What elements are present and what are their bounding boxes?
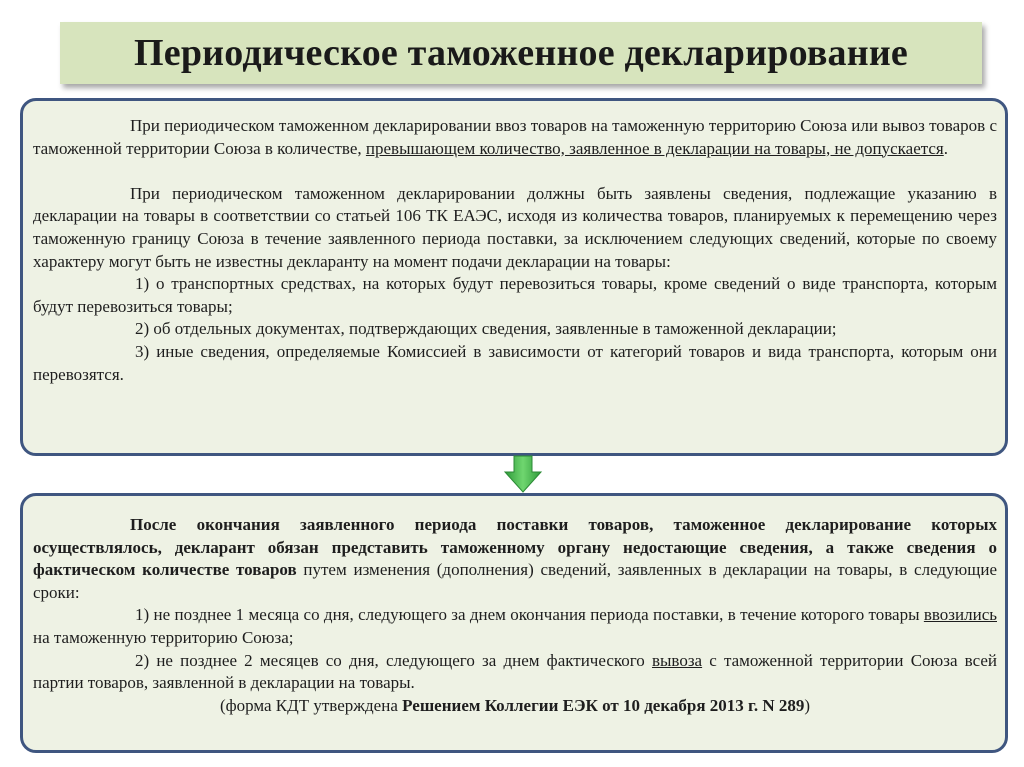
note-start: (форма КДТ утверждена [219,695,403,715]
list-item-3: 3) иные сведения, определяемые Комиссией в зависимости от категорий товаров и вида транспорта, которым они перевозятся. [33,341,997,384]
deadline-item-1-text: 1) не позднее 1 месяца со дня, следующего за днем окончания периода поставки, в течение которого товары [135,605,924,625]
list-item-2: 2) об отдельных документах, подтверждающих сведения, заявленные в таможенной декларации; [135,319,837,339]
note-decision: Решением Коллегии ЕЭК от 10 декабря 2013 г. N 289 [402,695,805,715]
title-banner [60,22,982,84]
deadline-item-2-end: с таможенной территории Союза всей партии товаров, заявленной в декларации на товары. [33,650,997,693]
paragraph-quantity-limit [33,115,997,160]
page-title: Периодическое таможенное декларирование [134,32,908,74]
bottom-info-panel [20,493,1008,753]
underlined-import: ввозились [923,605,997,625]
list-item-1: 1) о транспортных средствах, на которых будут перевозиться товары, кроме сведений о виде транспорта, которым будут перевозиться товары; [33,274,997,316]
intro-rest: путем изменения (дополнения) сведений, заявленных в декларации на товары, в следующие сроки: [33,560,997,602]
form-note [33,695,997,718]
underlined-text: превышающем количество, заявленное в декларации на товары, не допускается [365,138,944,158]
top-info-panel [20,98,1008,456]
paragraph-text: При периодическом таможенном декларировании ввоз товаров на таможенную территорию Союза или вывоз товаров с таможенной территории Союза в количестве, [33,116,997,158]
bold-intro: После окончания заявленного периода поставки товаров, таможенное декларирование которых осуществлялось, декларант обязан представить таможенному органу недостающие сведения, а также сведения о фактическом количестве товаров [33,515,997,580]
deadline-item-1 [33,604,997,649]
paragraph-required-info: При периодическом таможенном декларировании должны быть заявлены сведения, подлежащие указанию в декларации на товары в соответствии со статьей 106 ТК ЕАЭС, исходя из количества товаров, планируемых к перемещению через таможенную границу Союза в течение заявленного периода поставки, за исключением следующих сведений, которые по своему характеру могут быть не известны декларанту на момент подачи декларации на товары: [33,183,997,271]
deadline-item-2-text: 2) не позднее 2 месяцев со дня, следующего за днем фактического [135,650,652,670]
deadline-item-1-end: на таможенную территорию Союза; [33,627,294,647]
deadline-item-2 [33,650,997,695]
paragraph-end: . [943,138,948,158]
underlined-export: вывоза [651,650,703,670]
down-arrow-icon [503,455,543,493]
paragraph-deadline-intro [33,514,997,604]
note-end: ) [804,695,811,715]
paragraph-gap [33,160,997,183]
